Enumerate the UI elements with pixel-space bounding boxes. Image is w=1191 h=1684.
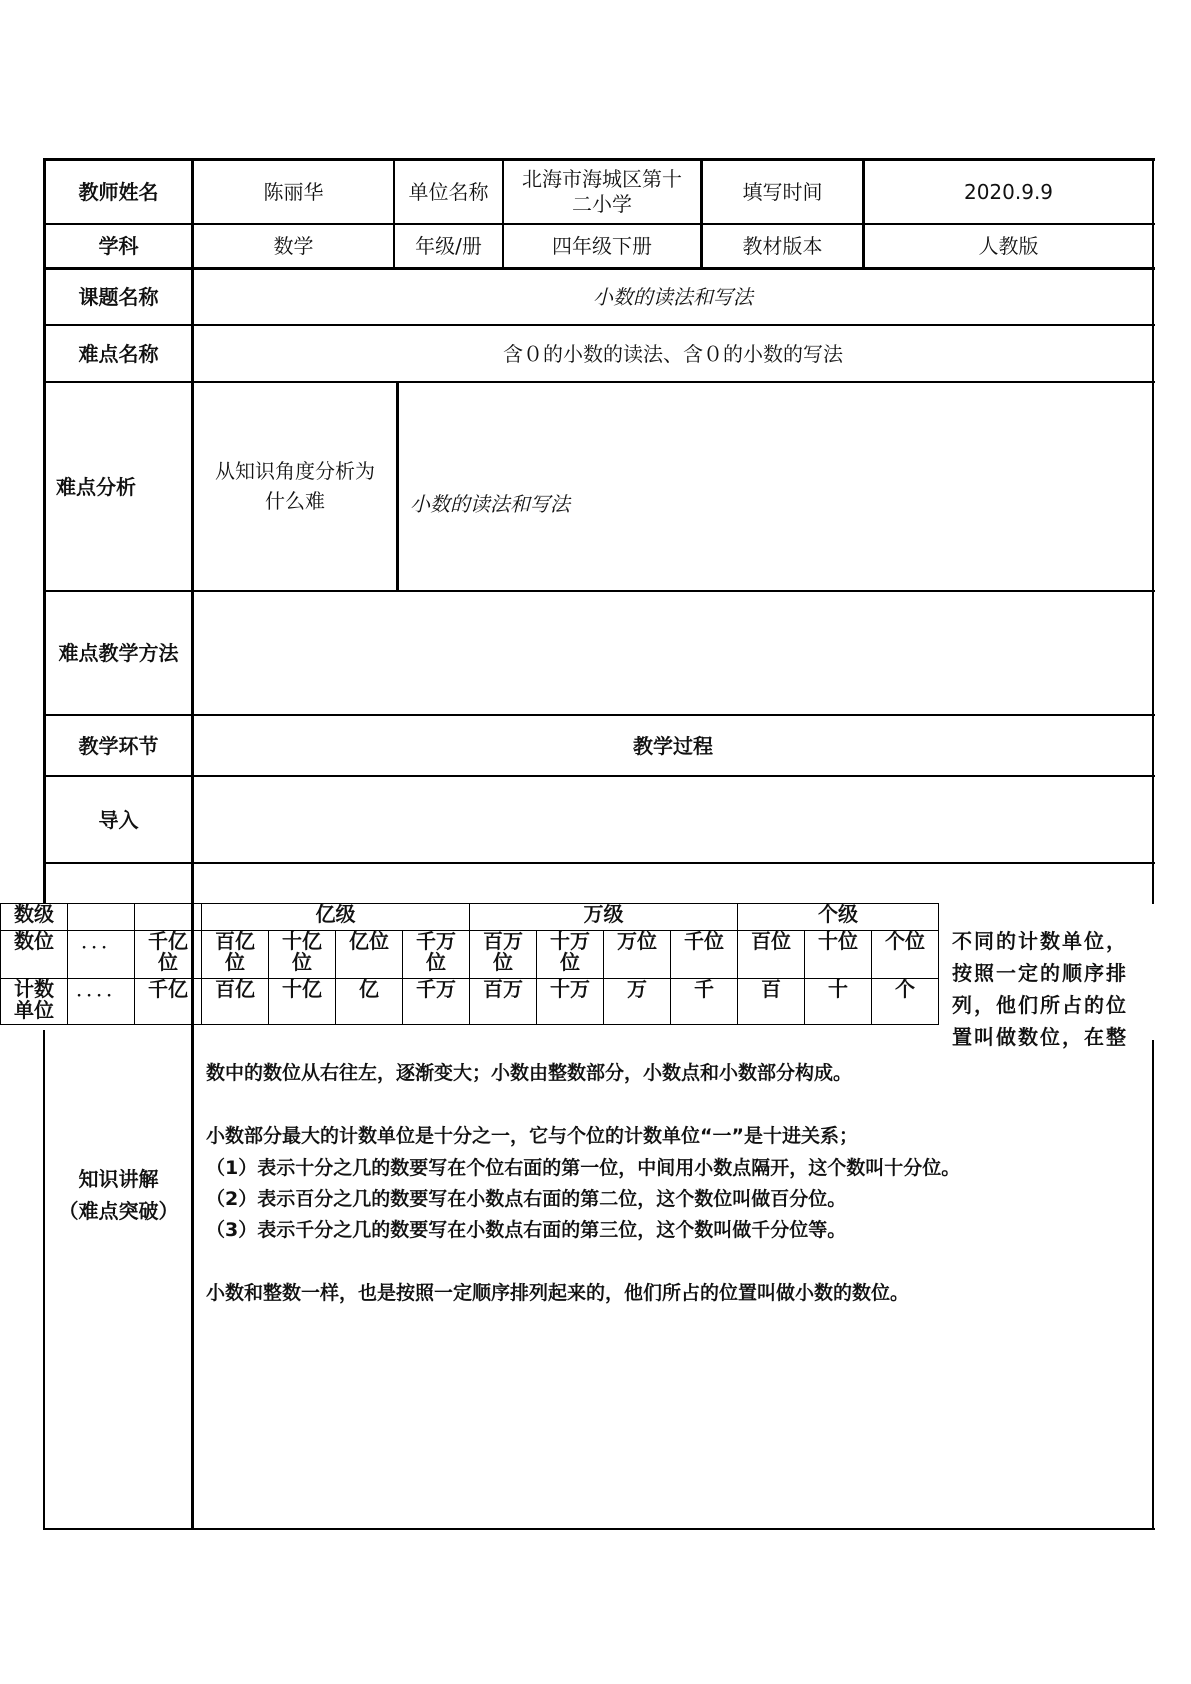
table-cell: 千亿 <box>135 979 202 1025</box>
analysis-label: 难点分析 <box>56 474 136 499</box>
side-note: 不同的计数单位，按照一定的顺序排列，他们所占的位置叫做数位，在整 <box>952 929 1128 1049</box>
knowledge-item2: （2）表示百分之几的数要写在小数点右面的第二位，这个数位叫做百分位。 <box>206 1188 847 1210</box>
edition-value: 人教版 <box>978 234 1039 258</box>
analysis-sub-label-line2: 什么难 <box>265 489 325 513</box>
table-cell: 亿 <box>336 979 403 1025</box>
unit-name <box>504 161 700 223</box>
table-cell: ．．． <box>68 931 135 979</box>
table-cell: 十万 <box>537 979 604 1025</box>
table-cell: 亿位 <box>336 931 403 979</box>
unit-name-line2: 二小学 <box>572 192 632 216</box>
table-cell: 十 <box>805 979 872 1025</box>
knowledge-label-line1: 知识讲解 <box>78 1167 159 1191</box>
table-cell: 十万位 <box>537 931 604 979</box>
knowledge-label-line2: （难点突破） <box>58 1199 179 1223</box>
table-cell: 个级 <box>738 904 939 931</box>
table-cell: 十亿位 <box>269 931 336 979</box>
date-value: 2020.9.9 <box>963 180 1054 204</box>
table-cell: 百位 <box>738 931 805 979</box>
topic-label: 课题名称 <box>78 285 159 309</box>
table-cell: 个 <box>872 979 939 1025</box>
difficulty-value: 含０的小数的读法、含０的小数的写法 <box>503 341 843 366</box>
knowledge-para3: 小数和整数一样，也是按照一定顺序排列起来的，他们所占的位置叫做小数的数位。 <box>206 1282 910 1304</box>
intro-value <box>194 777 1152 862</box>
table-row-level <box>1 904 939 931</box>
knowledge-label <box>46 1160 191 1230</box>
analysis-sub-label <box>194 455 396 517</box>
table-cell: 个位 <box>872 931 939 979</box>
table-cell: 千万 <box>403 979 470 1025</box>
date-label: 填写时间 <box>742 180 823 204</box>
table-cell: 百万 <box>470 979 537 1025</box>
table-cell: ．．．． <box>68 979 135 1025</box>
table-cell: 百万位 <box>470 931 537 979</box>
teacher-label: 教师姓名 <box>78 180 159 204</box>
unit-label: 单位名称 <box>408 180 489 204</box>
difficulty-label: 难点名称 <box>78 341 159 366</box>
table-cell: 万 <box>604 979 671 1025</box>
subject-label: 学科 <box>98 234 139 258</box>
table-cell: 万级 <box>470 904 738 931</box>
table-cell: 数级 <box>1 904 68 931</box>
table-cell: 百 <box>738 979 805 1025</box>
table-cell: 百亿 <box>202 979 269 1025</box>
table-cell: 亿级 <box>202 904 470 931</box>
place-value-table <box>0 903 939 1025</box>
method-label: 难点教学方法 <box>58 641 179 665</box>
table-cell: 十位 <box>805 931 872 979</box>
table-row-unit <box>1 979 939 1025</box>
table-cell: 千亿位 <box>135 931 202 979</box>
topic-value: 小数的读法和写法 <box>593 285 753 309</box>
teacher-name: 陈丽华 <box>263 180 324 204</box>
method-value <box>194 592 1152 714</box>
edition-label: 教材版本 <box>742 234 823 258</box>
process-header: 教学过程 <box>633 733 713 758</box>
knowledge-para1: 数中的数位从右往左，逐渐变大；小数由整数部分，小数点和小数部分构成。 <box>206 1062 853 1084</box>
table-cell <box>135 904 202 931</box>
table-row-place <box>1 931 939 979</box>
table-cell: 千 <box>671 979 738 1025</box>
table-cell: 万位 <box>604 931 671 979</box>
analysis-value: 小数的读法和写法 <box>410 492 570 516</box>
table-cell <box>68 904 135 931</box>
table-cell: 百亿位 <box>202 931 269 979</box>
table-cell: 千位 <box>671 931 738 979</box>
knowledge-item1: （1）表示十分之几的数要写在个位右面的第一位，中间用小数点隔开，这个数叫十分位。 <box>206 1157 961 1179</box>
table-cell: 计数单位 <box>1 979 68 1025</box>
grade-label: 年级/册 <box>415 234 482 258</box>
knowledge-para2: 小数部分最大的计数单位是十分之一，它与个位的计数单位“一”是十进关系； <box>206 1125 858 1147</box>
unit-name-line1: 北海市海城区第十 <box>522 167 682 191</box>
intro-label: 导入 <box>98 807 139 832</box>
table-cell: 数位 <box>1 931 68 979</box>
knowledge-item3: （3）表示千分之几的数要写在小数点右面的第三位，这个数叫做千分位等。 <box>206 1219 847 1241</box>
grade-value: 四年级下册 <box>552 234 652 258</box>
table-cell: 十亿 <box>269 979 336 1025</box>
analysis-sub-label-line1: 从知识角度分析为 <box>215 459 375 483</box>
table-cell: 千万位 <box>403 931 470 979</box>
subject-value: 数学 <box>273 234 314 258</box>
process-label: 教学环节 <box>78 733 159 758</box>
